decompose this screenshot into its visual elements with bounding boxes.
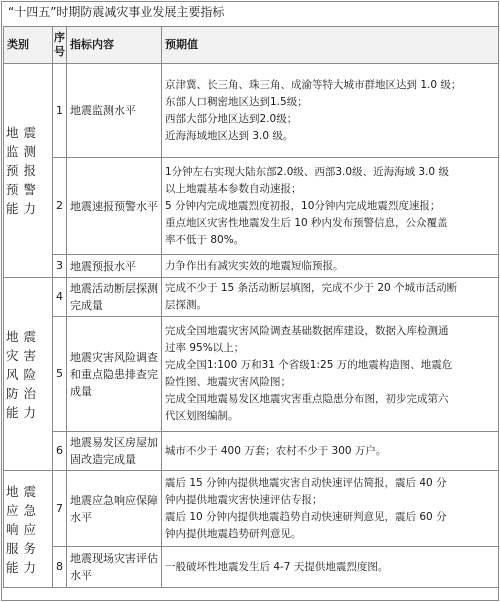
seq-cell: 2 [53, 158, 67, 255]
value-line: 一般破坏性地震发生后 4-7 天提供地震烈度图。 [165, 560, 389, 573]
value-line: 完成全国地震易发区地震灾害重点隐患分布图，初步完成第六 [165, 393, 449, 405]
seq-cell: 3 [53, 255, 67, 278]
document-page [1, 1, 499, 601]
value-line: 钟内提供地震趋势研判意见。 [165, 527, 302, 540]
value-line: 西部大部分地区达到2.0级； [165, 112, 298, 125]
value-line: 重点地区灾害性地震发生后 10 秒内发布预警信息，公众覆盖 [165, 216, 448, 229]
value-line: 震后 10 分钟内提供地震趋势自动快速研判意见，震后 60 分 [165, 510, 447, 523]
value-line: 完成全国1:100 万和31 个省级1:25 万的地震构造图、地震危 [165, 359, 453, 371]
value-line: 过率 95%以上； [165, 342, 245, 354]
seq-cell: 1 [53, 64, 67, 158]
seq-cell: 8 [53, 547, 67, 588]
value-line: 率不低于 80%。 [165, 233, 245, 246]
value-line: 5 分钟内完成地震烈度初报，10分钟内完成地震烈度速报； [165, 199, 441, 212]
value-line: 完成不少于 15 条活动断层填图，完成不少于 20 个城市活动断 [165, 282, 458, 294]
value-cell [162, 471, 499, 547]
value-line: 代区划图编制。 [165, 410, 239, 422]
table-row [4, 432, 499, 471]
table-header-row [4, 27, 499, 64]
value-line: 完成全国地震灾害风险调查基础数据库建设，数据入库检测通 [165, 325, 449, 337]
value-line: 钟内提供地震灾害快速评估专报； [165, 493, 323, 506]
item-cell: 地震易发区房屋加固改造完成量 [67, 432, 162, 471]
category-cell: 地震灾害风险防治能力 [4, 278, 53, 471]
value-line: 震后 15 分钟内提供地震灾害自动快速评估简报，震后 40 分 [165, 476, 447, 489]
value-cell [162, 64, 499, 158]
value-cell [162, 158, 499, 255]
item-cell: 地震活动断层探测完成量 [67, 278, 162, 317]
value-line: 城市不少于 400 万套；农村不少于 300 万户。 [165, 444, 387, 457]
table-row [4, 317, 499, 432]
table-row [4, 278, 499, 317]
table-row [4, 471, 499, 547]
table-row [4, 64, 499, 158]
value-cell [162, 547, 499, 588]
value-line: 力争作出有减灾实效的地震短临预报。 [165, 259, 344, 272]
seq-cell: 5 [53, 317, 67, 432]
table-row [4, 547, 499, 588]
item-cell: 地震预报水平 [67, 255, 162, 278]
category-cell: 地震监测预报预警能力 [4, 64, 53, 278]
seq-cell: 6 [53, 432, 67, 471]
value-line: 东部人口稠密地区达到1.5级； [165, 95, 308, 108]
value-line: 险性图、地震灾害风险图； [165, 376, 291, 388]
value-cell [162, 432, 499, 471]
value-cell [162, 278, 499, 317]
item-cell: 地震灾害风险调查和重点隐患排查完成量 [67, 317, 162, 432]
value-line: 层探测。 [165, 299, 207, 311]
table-title: “十四五”时期防震减灾事业发展主要指标 [8, 5, 225, 19]
value-line: 以上地震基本参数自动速报； [165, 182, 302, 195]
value-cell [162, 317, 499, 432]
seq-cell: 4 [53, 278, 67, 317]
item-cell: 地震现场灾害评估水平 [67, 547, 162, 588]
indicators-table [3, 26, 499, 588]
item-cell: 地震速报预警水平 [67, 158, 162, 255]
seq-cell: 7 [53, 471, 67, 547]
header-category: 类别 [4, 27, 53, 64]
header-seq: 序号 [53, 27, 67, 64]
item-cell: 地震监测水平 [67, 64, 162, 158]
table-row [4, 158, 499, 255]
value-cell [162, 255, 499, 278]
table-row [4, 255, 499, 278]
header-item: 指标内容 [67, 27, 162, 64]
value-line: 1分钟左右实现大陆东部2.0级、西部3.0级、近海海域 3.0 级 [165, 165, 449, 178]
item-cell: 地震应急响应保障水平 [67, 471, 162, 547]
value-line: 近海海域地区达到 3.0 级。 [165, 129, 294, 142]
value-line: 京津冀、长三角、珠三角、成渝等特大城市群地区达到 1.0 级； [165, 78, 462, 91]
category-cell: 地震应急响应服务能力 [4, 471, 53, 588]
header-value: 预期值 [162, 27, 499, 64]
